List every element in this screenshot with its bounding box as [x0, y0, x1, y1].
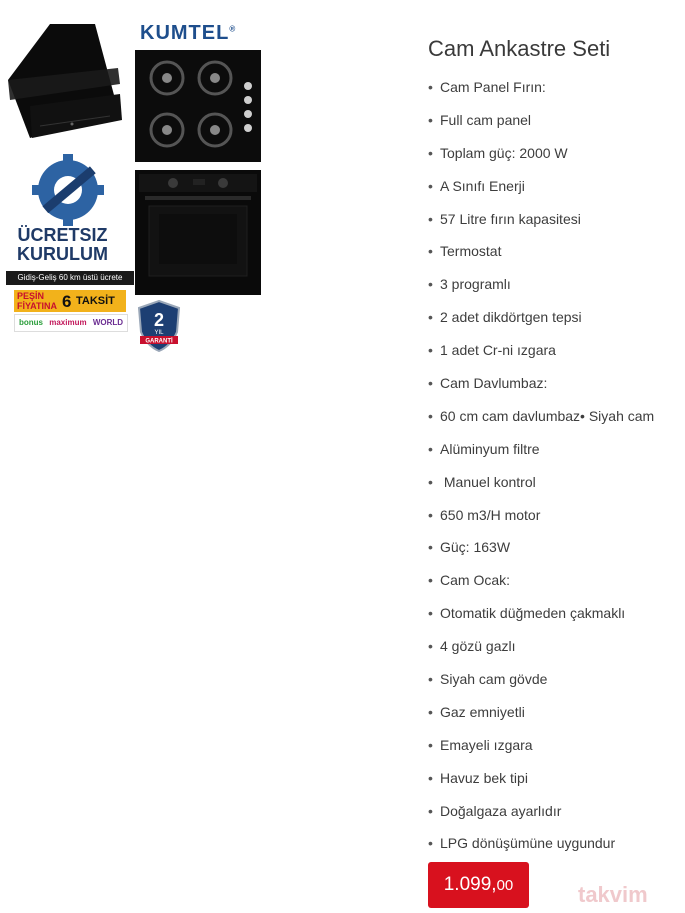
install-line1: ÜCRETSIZ — [17, 225, 108, 245]
feature-item — [428, 143, 654, 176]
feature-text: Doğalgaza ayarlıdır — [440, 802, 562, 819]
feature-item — [428, 603, 654, 636]
feature-item — [428, 735, 654, 768]
bullet-icon: • — [428, 703, 433, 720]
bullet-icon: • — [428, 572, 433, 589]
feature-item — [428, 669, 654, 702]
product-title: Cam Ankastre Seti — [428, 36, 611, 61]
hood-image — [0, 20, 125, 150]
bullet-icon: • — [428, 638, 433, 655]
bullet-icon: • — [428, 769, 433, 786]
bullet-icon: • — [428, 342, 433, 359]
card-bonus: bonus — [19, 318, 43, 327]
feature-text: Emayeli ızgara — [440, 736, 533, 753]
bullet-icon: • — [428, 276, 433, 293]
feature-item — [428, 406, 654, 439]
bullet-icon: • — [428, 309, 433, 326]
feature-text: LPG dönüşümüne uygundur — [440, 835, 616, 852]
svg-text:2: 2 — [153, 310, 165, 330]
bullet-icon: • — [428, 440, 433, 457]
oven-image — [135, 170, 261, 295]
hob-image — [135, 50, 261, 162]
feature-text: 3 programlı — [440, 276, 511, 293]
feature-item — [428, 209, 654, 242]
feature-text: Full cam panel — [440, 111, 532, 128]
feature-text: 57 Litre fırın kapasitesi — [440, 210, 581, 227]
feature-item — [428, 274, 654, 307]
feature-list — [428, 77, 654, 866]
price-cents: 00 — [496, 877, 514, 894]
taksit-number: 6 — [62, 292, 72, 311]
feature-item — [428, 537, 654, 570]
bullet-icon: • — [428, 835, 433, 852]
bullet-icon: • — [428, 111, 433, 128]
watermark-logo: takvim — [578, 882, 648, 907]
bullet-icon: • — [428, 671, 433, 688]
guarantee-shield-icon — [137, 300, 181, 352]
feature-text: 4 gözü gazlı — [440, 638, 516, 655]
bullet-icon: • — [428, 375, 433, 392]
bullet-icon: • — [428, 736, 433, 753]
distance-note: Gidiş-Geliş 60 km üstü ücrete — [6, 271, 134, 285]
price-main: 1.099, — [443, 874, 497, 895]
bullet-icon: • — [428, 144, 433, 161]
feature-text: Alüminyum filtre — [440, 440, 540, 457]
feature-text: Cam Davlumbaz: — [440, 375, 548, 392]
feature-item — [428, 77, 654, 110]
feature-text: Termostat — [440, 243, 502, 260]
feature-item — [428, 439, 654, 472]
taksit-prefix: PEŞİN FİYATINA — [17, 291, 58, 311]
feature-item — [428, 636, 654, 669]
feature-item — [428, 340, 654, 373]
feature-text: Gaz emniyetli — [440, 703, 525, 720]
feature-text: A Sınıfı Enerji — [440, 177, 525, 194]
bullet-icon: • — [428, 506, 433, 523]
feature-text: Otomatik düğmeden çakmaklı — [440, 605, 626, 622]
card-maximum: maximum — [49, 318, 87, 327]
price-badge[interactable] — [428, 862, 529, 908]
product-image-collage — [0, 0, 270, 360]
bullet-icon: • — [428, 605, 433, 622]
feature-text: Cam Panel Fırın: — [440, 79, 546, 95]
feature-item — [428, 307, 654, 340]
install-line2: KURULUM — [17, 244, 108, 264]
card-world: WORLD — [92, 318, 124, 327]
feature-item — [428, 373, 654, 406]
feature-text: Cam Ocak: — [440, 572, 511, 589]
feature-item — [428, 702, 654, 735]
card-logos — [14, 314, 128, 332]
brand-logo: KUMTEL® — [140, 22, 237, 44]
feature-item — [428, 241, 654, 274]
bullet-icon: • — [428, 177, 433, 194]
svg-text:YIL: YIL — [154, 330, 164, 336]
feature-text: Siyah cam gövde — [440, 671, 548, 688]
svg-text:GARANTİ: GARANTİ — [145, 338, 173, 345]
feature-item — [428, 768, 654, 801]
feature-text: Havuz bek tipi — [440, 769, 528, 786]
feature-text: Güç: 163W — [440, 539, 511, 556]
feature-text: 650 m3/H motor — [440, 506, 541, 523]
bullet-icon: • — [428, 539, 433, 556]
bullet-icon: • — [428, 407, 433, 424]
bullet-icon: • — [428, 79, 433, 95]
installment-badge — [14, 290, 126, 312]
feature-text: Manuel kontrol — [440, 473, 536, 490]
bullet-icon: • — [428, 802, 433, 819]
feature-text: 60 cm cam davlumbaz• Siyah cam — [440, 407, 655, 424]
feature-item — [428, 801, 654, 834]
bullet-icon: • — [428, 210, 433, 227]
feature-text: 1 adet Cr-ni ızgara — [440, 342, 556, 359]
feature-item — [428, 110, 654, 143]
bullet-icon: • — [428, 243, 433, 260]
feature-item — [428, 570, 654, 603]
taksit-word: TAKSİT — [76, 295, 115, 307]
feature-item — [428, 176, 654, 209]
feature-text: 2 adet dikdörtgen tepsi — [440, 309, 582, 326]
feature-item — [428, 505, 654, 538]
feature-text: Toplam güç: 2000 W — [440, 144, 568, 161]
bullet-icon: • — [428, 473, 433, 490]
feature-item — [428, 472, 654, 505]
